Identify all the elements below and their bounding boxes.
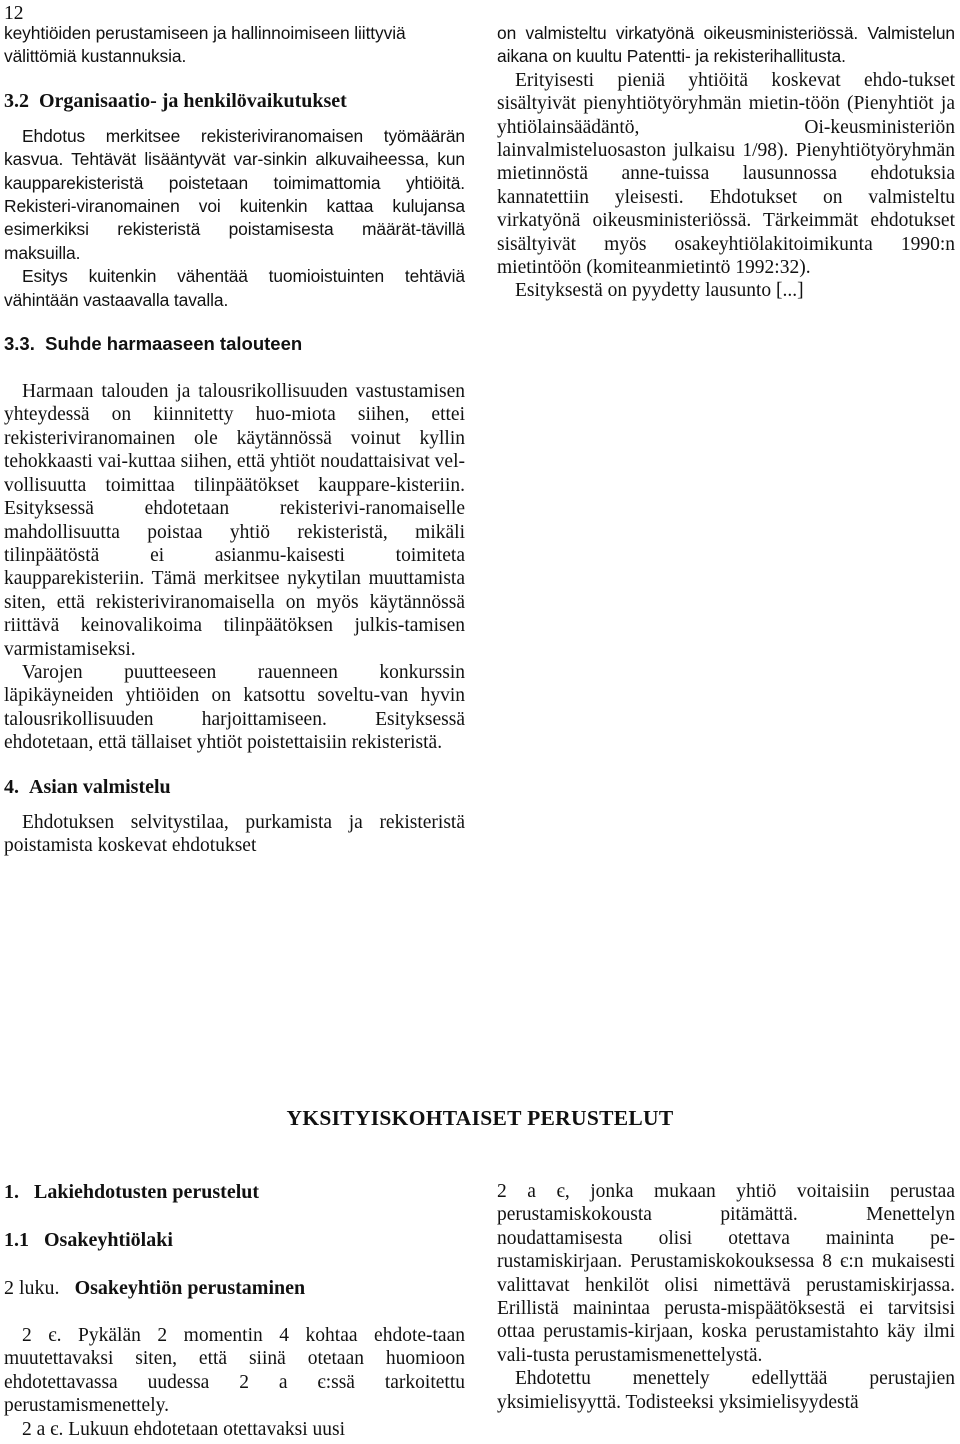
heading-1-1: [4, 1228, 465, 1252]
section-number: 3.3.: [4, 333, 35, 355]
paragraph: 2 a є. Lukuun ehdotetaan otettavaksi uusi: [22, 1418, 345, 1440]
paragraph: 2 є. Pykälän 2 momentin 4 kohtaa ehdote-taan muutettavaksi siten, että siinä otetaan huomioon ehdotettavassa uudessa 2 a є:ssä tarkoitettu perustamismenettely.: [4, 1325, 465, 1417]
heading-title: Osakeyhtiölaki: [44, 1229, 173, 1251]
chapter-number: 2 luku.: [4, 1277, 60, 1299]
section-3-2-heading: [4, 89, 465, 113]
top-right-column: [497, 22, 955, 303]
main-title: YKSITYISKOHTAISET PERUSTELUT: [286, 1106, 674, 1130]
bottom-left-column: [4, 1180, 465, 1441]
paragraph: Ehdotus merkitsee rekisteriviranomaisen työmäärän kasvua. Tehtävät lisääntyvät var-sinkin alkuvaiheessa, kun kaupparekisteristä poistetaan toimimattomia yhtiöitä. Rekisteri-viranomainen voi kuitenkin kattaa kulujansa esimerkiksi rekisteristä poistamisesta määrät-tävillä maksuilla.: [4, 125, 465, 263]
section-title: Asian valmistelu: [29, 775, 171, 798]
paragraph: Harmaan talouden ja talousrikollisuuden vastustamisen yhteydessä on kiinnitetty huo-miota siihen, ettei rekisteriviranomainen ole käytännössä voinut kyllin tehokkaasti vai-kuttaa siihen, että yhtiöt noudattaisivat vel-vollisuutta toimittaa tilinpäätökset kauppare-kisteriin. Esityksessä ehdotetaan rekisterivi-ranomaiselle mahdollisuutta poistaa yhtiö rekisteristä, mikäli tilinpäätöstä ei asianmu-kaisesti toimiteta kaupparekisteriin. Tämä merkitsee nykytilan muuttamista siten, että rekisteriviranomaisella on myös käytännössä riittävä keinovalikoima tilinpäätöksen julkis-tamisen varmistamiseksi.: [4, 381, 465, 660]
paragraph: Erityisesti pieniä yhtiöitä koskevat ehdo-tukset sisältyivät pienyhtiötyöryhmän mietin-töön (Pienyhtiöt ja yhtiölainsäädäntö, Oi-keusministeriön lainvalmisteluosaston julkaisu 1/98). Pienyhtiötyöryhmän mietinnöstä anne-tuissa lausunnossa ehdotuksia kannatettiin yleisesti. Ehdotukset on valmisteltu virkatyönä oikeusministeriössä. Tärkeimmät ehdotukset sisältyivät myös osakeyhtiölakitoimikunta 1990:n mietintöön (komiteanmietintö 1992:32).: [497, 69, 955, 279]
intro-paragraph: keyhtiöiden perustamiseen ja hallinnoimiseen liittyviä välittömiä kustannuksia.: [4, 23, 406, 67]
paragraph: 2 a є, jonka mukaan yhtiö voitaisiin perustaa perustamiskokousta pitämättä. Menettelyn noudattamisesta olisi otettava maininta pe-rustamiskirjaan. Perustamiskokouksessa 8 є:n mukaisesti valittavat henkilöt olisi nimettävä perustamiskirjassa. Erillistä mainintaa perusta-mispäätöksestä ei tarvitsisi ottaa perustamis-kirjaan, koska perustamistahto käy ilmi vali-tusta perustamismenettelystä.: [497, 1181, 955, 1366]
paragraph: Varojen puutteeseen rauenneen konkurssin läpikäyneiden yhtiöiden on katsottu soveltu-van hyvin talousrikollisuuden harjoittamiseen. Esityksessä ehdotetaan, että tällaiset yhtiöt poistettaisiin rekisteristä.: [4, 661, 465, 754]
heading-1: [4, 1180, 465, 1204]
section-title: Suhde harmaaseen talouteen: [45, 333, 303, 355]
paragraph: Esityksestä on pyydetty lausunto [...]: [515, 280, 804, 302]
paragraph: on valmisteltu virkatyönä oikeusministeriössä. Valmistelun aikana on kuultu Patentti- ja rekisterihallitusta.: [497, 23, 955, 67]
section-3-3-heading: [4, 332, 465, 356]
section-number: 4.: [4, 775, 19, 798]
chapter-title: Osakeyhtiön perustaminen: [74, 1277, 306, 1299]
chapter-heading: [4, 1276, 465, 1300]
heading-number: 1.1: [4, 1229, 29, 1251]
heading-number: 1.: [4, 1181, 19, 1203]
section-title: Organisaatio- ja henkilövaikutukset: [39, 89, 347, 112]
paragraph: Ehdotettu menettely edellyttää perustajien yksimielisyyttä. Todisteeksi yksimielisyydestä: [497, 1368, 955, 1413]
bottom-right-column: [497, 1180, 955, 1414]
section-4-heading: [4, 775, 465, 799]
heading-title: Lakiehdotusten perustelut: [34, 1181, 260, 1203]
paragraph: Ehdotuksen selvitystilaa, purkamista ja rekisteristä poistamista koskevat ehdotukset: [4, 811, 465, 856]
paragraph: Esitys kuitenkin vähentää tuomioistuinten tehtäviä vähintään vastaavalla tavalla.: [4, 266, 465, 310]
section-number: 3.2: [4, 89, 29, 112]
page-number: 12: [4, 3, 24, 24]
top-left-column: [4, 22, 465, 857]
